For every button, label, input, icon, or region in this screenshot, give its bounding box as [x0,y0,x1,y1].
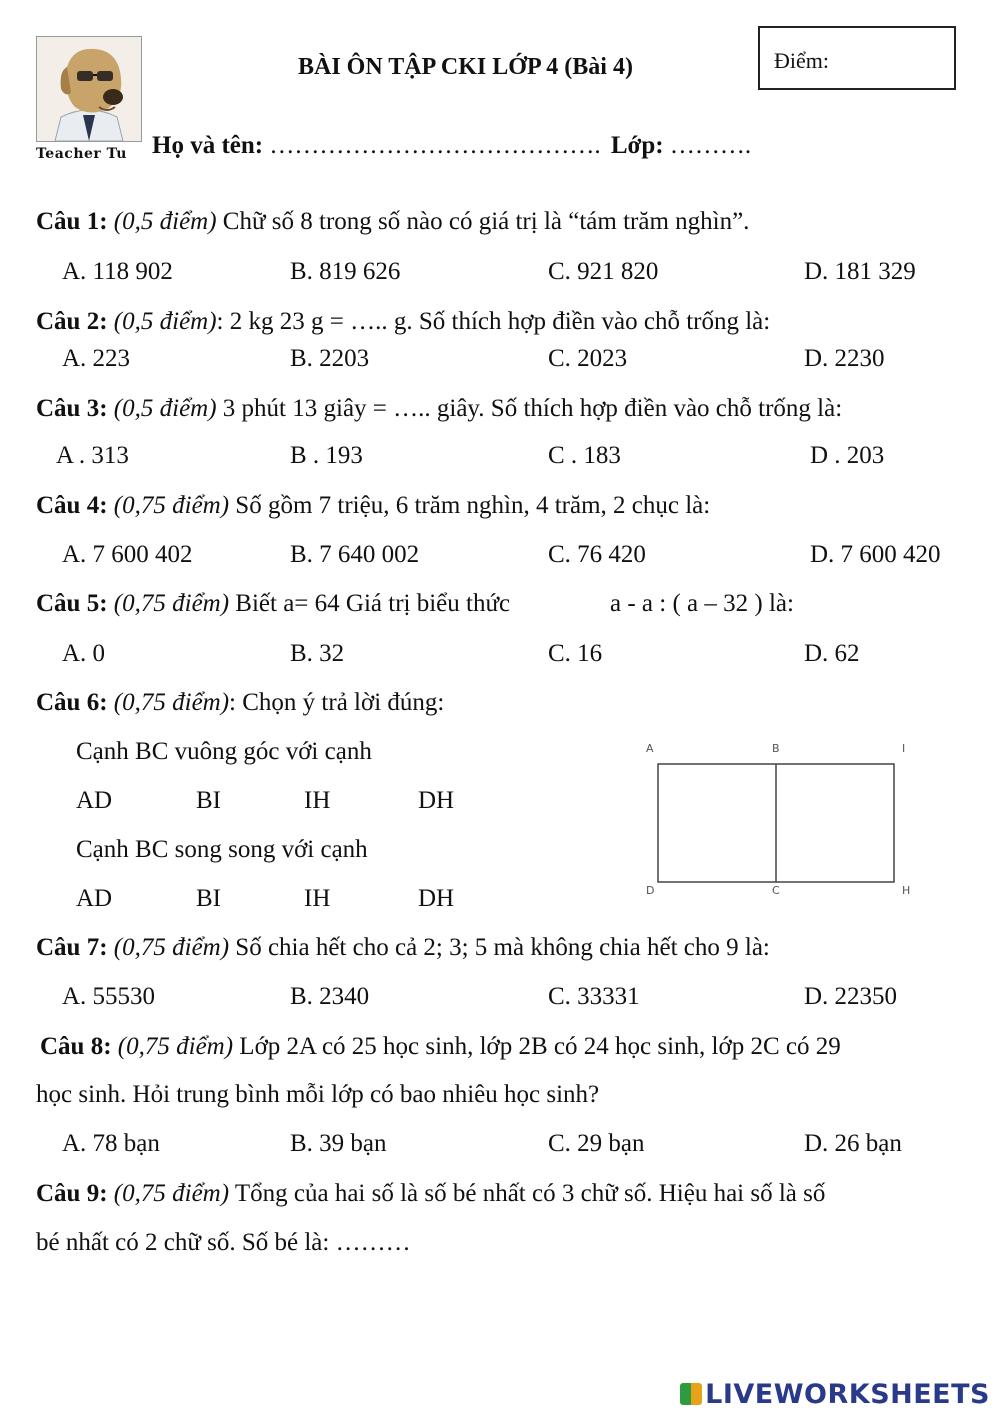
option-d[interactable]: D. 2230 [804,345,885,372]
option-b[interactable]: B. 2340 [290,983,370,1010]
option-d[interactable]: D. 7 600 420 [810,541,941,568]
question-label: Câu 2: [36,308,108,335]
question-label: Câu 8: [40,1033,112,1060]
sub-question-perpendicular: Cạnh BC vuông góc với cạnh [76,738,372,765]
question-7 [36,934,770,962]
vertex-label-c: C [772,884,780,897]
option-c[interactable]: C. 76 420 [548,541,646,568]
teacher-logo [36,36,142,142]
question-points: (0,5 điểm) [113,208,217,235]
question-points: (0,75 điểm) [113,934,230,961]
logo-caption: Teacher Tu [36,146,127,162]
question-points: (0,75 điểm) [113,689,230,716]
option-c[interactable]: C. 33331 [548,983,640,1010]
question-points: (0,75 điểm) [113,590,230,617]
option-c[interactable]: C. 29 bạn [548,1130,645,1157]
option-c[interactable]: C. 921 820 [548,258,659,285]
option-d[interactable]: D. 181 329 [804,258,916,285]
vertex-label-i: I [902,742,906,755]
option-c[interactable]: C . 183 [548,442,621,469]
option-b[interactable]: B. 7 640 002 [290,541,420,568]
option-a[interactable]: A. 55530 [62,983,156,1010]
question-label: Câu 5: [36,590,108,617]
question-8-continued: học sinh. Hỏi trung bình mỗi lớp có bao nhiêu học sinh? [36,1081,600,1108]
dog-doctor-icon [37,37,141,141]
question-3 [36,395,842,423]
perp-option-ih[interactable]: IH [304,787,331,814]
vertex-label-h: H [902,884,911,897]
question-label: Câu 9: [36,1180,108,1207]
option-c[interactable]: C. 16 [548,640,603,667]
option-a[interactable]: A. 118 902 [62,258,173,285]
option-a[interactable]: A . 313 [56,442,129,469]
score-box[interactable] [758,26,956,90]
para-option-dh[interactable]: DH [418,885,455,912]
question-1 [36,208,749,236]
vertex-label-a: A [646,742,654,755]
option-d[interactable]: D. 62 [804,640,860,667]
brand-name: LIVEWORKSHEETS [705,1379,990,1410]
page-title: BÀI ÔN TẬP CKI LỚP 4 (Bài 4) [298,54,633,80]
question-8 [40,1033,841,1061]
question-9-answer-line[interactable]: bé nhất có 2 chữ số. Số bé là: ……… [36,1229,411,1256]
question-6 [36,689,444,717]
option-a[interactable]: A. 223 [62,345,131,372]
question-expression: a - a : ( a – 32 ) là: [610,590,794,617]
perp-option-ad[interactable]: AD [76,787,113,814]
question-text: Lớp 2A có 25 học sinh, lớp 2B có 24 học sinh, lớp 2C có 29 [239,1033,841,1060]
para-option-bi[interactable]: BI [196,885,221,912]
para-option-ih[interactable]: IH [304,885,331,912]
perp-option-bi[interactable]: BI [196,787,221,814]
vertex-label-b: B [772,742,780,755]
question-text: : Chọn ý trả lời đúng: [229,689,445,716]
option-b[interactable]: B. 32 [290,640,345,667]
question-points: (0,5 điểm) [113,395,217,422]
question-points: (0,75 điểm) [113,492,230,519]
class-label: Lớp: [610,132,664,159]
option-d[interactable]: D . 203 [810,442,885,469]
question-points: (0,75 điểm) [117,1033,234,1060]
option-a[interactable]: A. 0 [62,640,106,667]
question-text: Số chia hết cho cả 2; 3; 5 mà không chia hết cho 9 là: [235,934,770,961]
question-5 [36,590,510,618]
option-d[interactable]: D. 22350 [804,983,898,1010]
question-9 [36,1180,825,1208]
question-4 [36,492,710,520]
rectangle-diagram [640,740,920,910]
name-row [152,132,751,160]
question-text: 3 phút 13 giây = ….. giây. Số thích hợp điền vào chỗ trống là: [222,395,843,422]
sub-question-parallel: Cạnh BC song song với cạnh [76,836,368,863]
question-points: (0,75 điểm) [113,1180,230,1207]
vertex-label-d: D [646,884,655,897]
question-label: Câu 4: [36,492,108,519]
option-b[interactable]: B . 193 [290,442,363,469]
question-text: Biết a= 64 Giá trị biểu thức [235,590,511,617]
option-d[interactable]: D. 26 bạn [804,1130,902,1157]
question-label: Câu 1: [36,208,108,235]
option-a[interactable]: A. 78 bạn [62,1130,160,1157]
question-text: Tổng của hai số là số bé nhất có 3 chữ số. Hiệu hai số là số [234,1180,826,1207]
liveworksheets-logo [680,1379,990,1410]
question-label: Câu 6: [36,689,108,716]
para-option-ad[interactable]: AD [76,885,113,912]
question-label: Câu 3: [36,395,108,422]
question-label: Câu 7: [36,934,108,961]
class-blank[interactable]: ………. [669,132,752,159]
name-blank[interactable]: …………………………………. [269,132,601,159]
question-points: (0,5 điểm) [113,308,217,335]
question-text: : 2 kg 23 g = ….. g. Số thích hợp điền vào chỗ trống là: [216,308,771,335]
score-label: Điểm: [774,48,829,73]
liveworksheets-icon [680,1383,702,1405]
option-b[interactable]: B. 39 bạn [290,1130,387,1157]
option-b[interactable]: B. 2203 [290,345,370,372]
question-text: Số gồm 7 triệu, 6 trăm nghìn, 4 trăm, 2 chục là: [235,492,711,519]
option-c[interactable]: C. 2023 [548,345,628,372]
option-a[interactable]: A. 7 600 402 [62,541,193,568]
question-text: Chữ số 8 trong số nào có giá trị là “tám trăm nghìn”. [222,208,750,235]
perp-option-dh[interactable]: DH [418,787,455,814]
option-b[interactable]: B. 819 626 [290,258,401,285]
name-label: Họ và tên: [152,132,264,159]
question-2 [36,308,770,336]
